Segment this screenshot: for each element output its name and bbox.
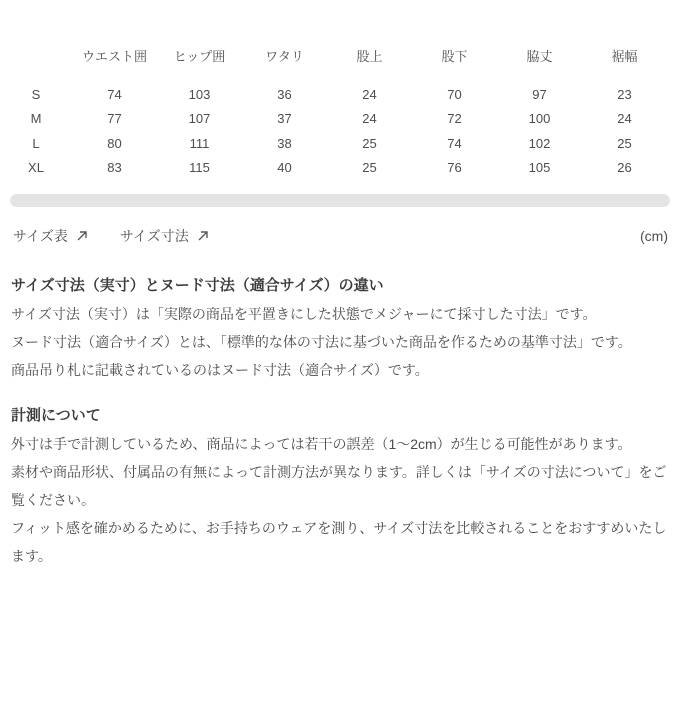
size-chart-table-wrap [0,46,680,180]
table-row [0,131,667,156]
size-chart-link-label: サイズ表 [13,228,68,244]
measurement-cell: 25 [617,135,632,151]
size-label-cell: M [30,111,42,127]
horizontal-scrollbar[interactable] [10,194,670,207]
size-table-header-row [0,46,667,82]
size-label-cell: S [31,86,41,102]
column-header: ヒップ囲 [173,49,226,64]
measurement-cell: 83 [107,160,122,176]
section-heading: 計測について [11,407,101,424]
section-paragraph: 素材や商品形状、付属品の有無によって計測方法が異なります。詳しくは「サイズの寸法について」をご覧ください。 [11,464,667,508]
section-paragraph: サイズ寸法（実寸）は「実際の商品を平置きにした状態でメジャーにて採寸した寸法」です。 [11,306,597,322]
measurement-cell: 26 [617,160,632,176]
measurement-cell: 37 [277,111,292,127]
measurement-cell: 74 [107,86,122,102]
size-links-row [13,226,668,246]
section-paragraph: 外寸は手で計測しているため、商品によっては若干の誤差（1～2cm）が生じる可能性があります。 [11,436,632,452]
measurement-cell: 80 [107,135,122,151]
column-header: ウエスト囲 [81,49,147,64]
section-paragraph: 商品吊り札に記載されているのはヌード寸法（適合サイズ）です。 [11,362,429,378]
size-chart-link[interactable] [13,226,89,246]
measurement-cell: 24 [617,111,632,127]
measurement-cell: 103 [188,86,211,102]
measurement-cell: 107 [188,111,211,127]
measurement-cell: 115 [189,160,210,176]
external-link-arrow-icon [196,229,210,243]
section-paragraphs [11,300,671,384]
measurement-cell: 97 [532,86,547,102]
size-label-cell: XL [28,160,44,176]
measurement-cell: 111 [189,135,210,151]
size-guide-page [0,46,680,726]
size-table-corner-cell [0,46,72,82]
measurement-cell: 40 [277,160,292,176]
measurement-cell: 77 [107,111,122,127]
size-dimensions-link[interactable] [120,226,210,246]
measurement-cell: 36 [277,86,292,102]
measurement-cell: 105 [528,160,551,176]
measurement-cell: 102 [528,135,551,151]
unit-label: (cm) [640,228,668,244]
column-header: 脇丈 [526,49,553,64]
measurement-cell: 70 [447,86,462,102]
table-row [0,107,667,132]
measurement-cell: 24 [362,86,377,102]
table-row [0,156,667,181]
measurement-cell: 72 [447,111,462,127]
explanation-sections [11,272,671,570]
measurement-cell: 24 [362,111,377,127]
size-label-cell: L [32,135,40,151]
section-paragraph: ヌード寸法（適合サイズ）とは、「標準的な体の寸法に基づいた商品を作るための基準寸法」です。 [11,334,632,350]
table-row [0,82,667,107]
measurement-cell: 76 [447,160,462,176]
external-link-arrow-icon [75,229,89,243]
section-measurement [11,402,671,570]
column-header: ワタリ [265,49,304,64]
measurement-cell: 25 [362,135,377,151]
measurement-cell: 23 [617,86,632,102]
measurement-cell: 100 [528,111,551,127]
size-chart-table [0,46,667,180]
section-size-vs-nude [11,272,671,384]
measurement-cell: 74 [447,135,462,151]
size-dimensions-link-label: サイズ寸法 [119,228,189,244]
column-header: 股下 [441,49,468,64]
measurement-cell: 38 [277,135,292,151]
measurement-cell: 25 [362,160,377,176]
section-paragraphs [11,430,671,570]
size-table-body [0,82,667,180]
section-paragraph: フィット感を確かめるために、お手持ちのウェアを測り、サイズ寸法を比較されることをおすすめいたします。 [11,520,667,564]
column-header: 股上 [356,49,383,64]
column-header: 裾幅 [611,49,638,64]
section-heading: サイズ寸法（実寸）とヌード寸法（適合サイズ）の違い [11,277,384,294]
